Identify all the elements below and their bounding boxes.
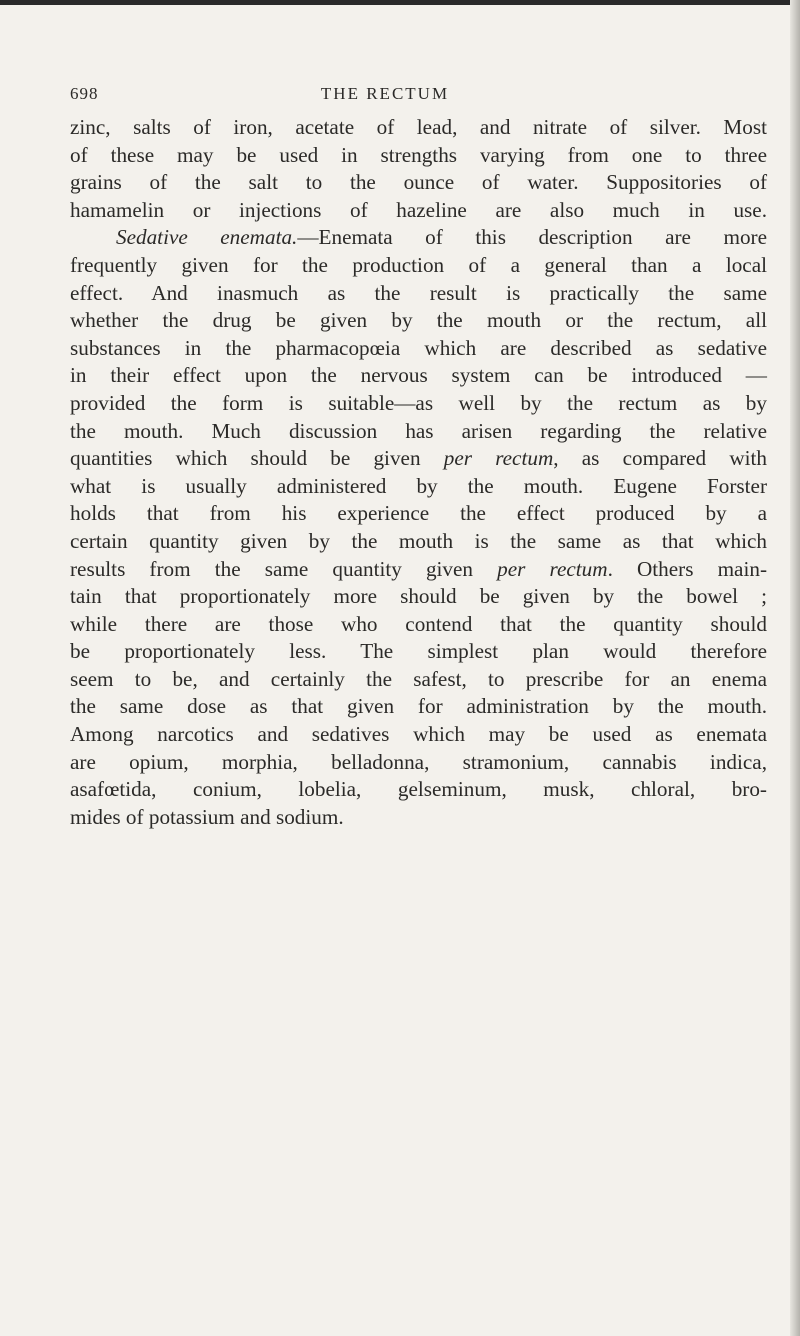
page-number: 698 (70, 84, 99, 103)
text-line: certain quantity given by the mouth is the same as that which (70, 528, 767, 553)
text-line: effect. And inasmuch as the result is practically the same (70, 280, 767, 305)
text-line: provided the form is suitable—as well by the rectum as by (70, 390, 767, 415)
text-line: holds that from his experience the effect produced by a (70, 501, 767, 526)
text-line: hamamelin or injections of hazeline are also much in use. (70, 197, 767, 222)
text-line: in their effect upon the nervous system can be introduced — (70, 363, 767, 388)
text-line: substances in the pharmacopœia which are described as sedative (70, 335, 767, 360)
text-line: zinc, salts of iron, acetate of lead, and nitrate of silver. Most (70, 115, 767, 139)
italic-phrase: per rectum (443, 446, 554, 471)
text-line: while there are those who contend that the quantity should (70, 611, 767, 636)
text-line: frequently given for the production of a general than a local (70, 252, 767, 277)
text-line: quantities which should be given per rectum, as compared with (70, 446, 767, 471)
text-line: whether the drug be given by the mouth or the rectum, all (70, 308, 767, 333)
text-line: asafœtida, conium, lobelia, gelseminum, musk, chloral, bro- (70, 777, 767, 802)
text-line: Sedative enemata.—Enemata of this description are more (116, 225, 768, 250)
section-heading-italic: Sedative enemata. (116, 225, 298, 250)
text-line: are opium, morphia, belladonna, stramonium, cannabis indica, (70, 749, 767, 774)
text-line: tain that proportionately more should be given by the bowel ; (70, 584, 767, 609)
body-text (70, 114, 767, 831)
text-line: the same dose as that given for administration by the mouth. (70, 694, 767, 719)
text-line: what is usually administered by the mouth. Eugene Forster (70, 473, 767, 498)
italic-phrase: per rectum (497, 556, 608, 581)
text-line: be proportionately less. The simplest plan would therefore (70, 639, 767, 664)
scan-right-edge (790, 0, 800, 1336)
running-title: THE RECTUM (320, 84, 450, 103)
text-line: seem to be, and certainly the safest, to prescribe for an enema (70, 666, 767, 691)
text-line: Among narcotics and sedatives which may be used as enemata (70, 722, 767, 747)
text-line: the mouth. Much discussion has arisen regarding the relative (70, 418, 767, 443)
text-line-last: mides of potassium and sodium. (70, 804, 344, 829)
text-line: results from the same quantity given per rectum. Others main- (70, 556, 767, 581)
text-line: of these may be used in strengths varying from one to three (70, 142, 767, 167)
text-line: grains of the salt to the ounce of water. Suppositories of (70, 170, 767, 195)
running-head (70, 84, 770, 108)
